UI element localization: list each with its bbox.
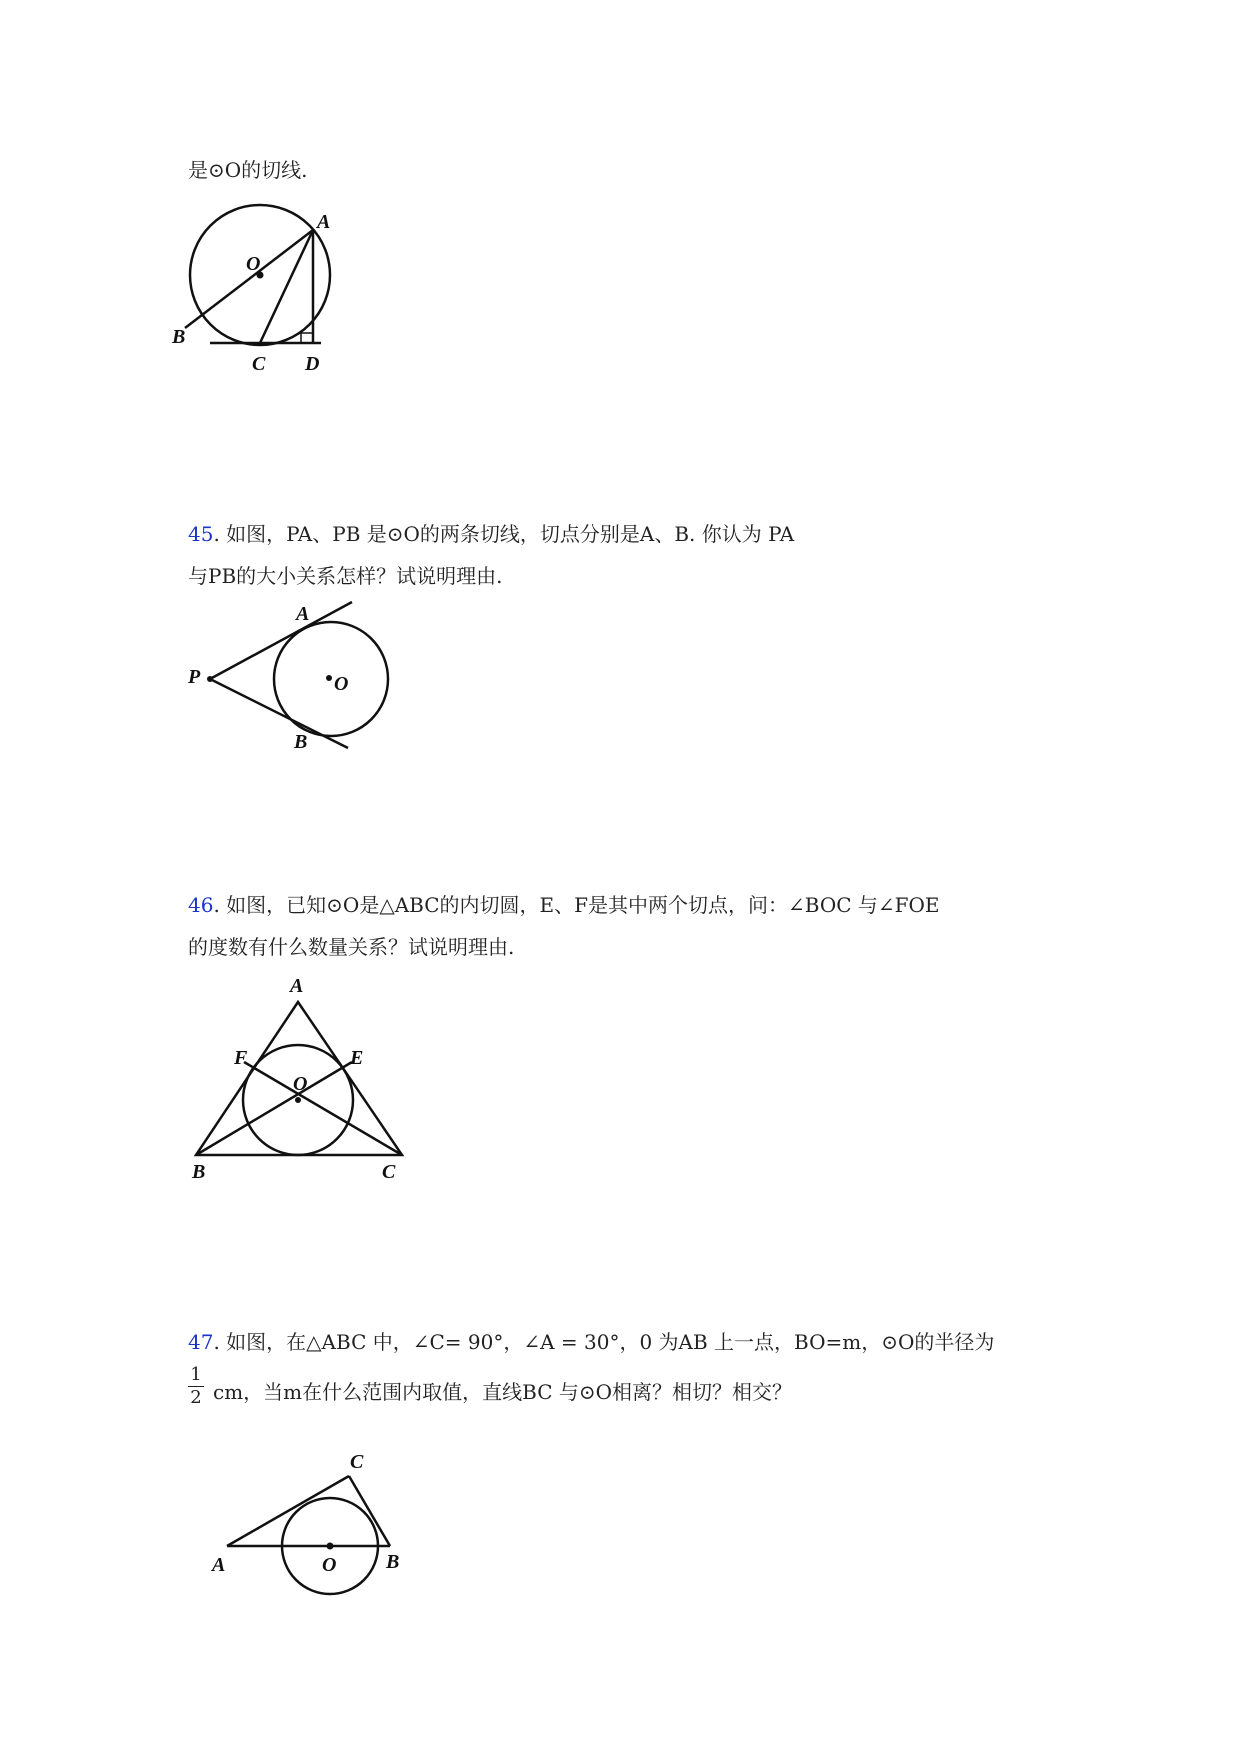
q45-line2: 与PB的大小关系怎样？试说明理由. (188, 564, 503, 588)
q46-line2: 的度数有什么数量关系？试说明理由. (188, 935, 515, 959)
label-p: P (188, 666, 201, 688)
label-f: F (234, 1047, 248, 1069)
label-a: A (296, 603, 310, 625)
figure-tangent-circle (172, 200, 360, 380)
figure-q45 (180, 598, 420, 768)
label-o: O (246, 253, 261, 275)
figure-q47 (200, 1440, 440, 1610)
fraction-numerator: 1 (190, 1364, 202, 1385)
label-c: C (252, 353, 266, 375)
q47-text-1: 如图，在△ABC 中，∠C= 90°，∠A = 30°，0 为AB 上一点，BO=m，⊙O的半径为 (226, 1330, 995, 1354)
q47-number: 47 (188, 1330, 214, 1354)
label-b: B (192, 1161, 206, 1183)
q47-line1 (188, 1330, 994, 1354)
label-a: A (212, 1554, 226, 1576)
q47-sep: . (213, 1330, 227, 1354)
label-b: B (294, 731, 308, 753)
fraction-denominator: 2 (190, 1387, 202, 1408)
q46-line1 (188, 893, 940, 917)
q47-line2: cm，当m在什么范围内取值，直线BC 与⊙O相离？相切？相交？ (213, 1380, 793, 1404)
q45-sep: . (213, 522, 227, 546)
q45-line1 (188, 522, 794, 546)
q46-number: 46 (188, 893, 214, 917)
figure-q46 (180, 970, 420, 1190)
label-b: B (386, 1551, 400, 1573)
label-o: O (334, 673, 349, 695)
q45-text-1: 如图，PA、PB 是⊙O的两条切线，切点分别是A、B. 你认为 PA (226, 522, 795, 546)
q46-text-1: 如图，已知⊙O是△ABC的内切圆，E、F是其中两个切点，问：∠BOC 与∠FOE (226, 893, 940, 917)
label-a: A (317, 211, 331, 233)
label-c: C (382, 1161, 396, 1183)
q47-fraction (186, 1365, 206, 1408)
label-a: A (290, 975, 304, 997)
label-e: E (350, 1047, 364, 1069)
label-o: O (293, 1073, 308, 1095)
label-d: D (305, 353, 320, 375)
label-c: C (350, 1451, 364, 1473)
label-b: B (172, 326, 186, 348)
label-o: O (322, 1554, 337, 1576)
q46-sep: . (213, 893, 227, 917)
continuation-text: 是⊙O的切线. (188, 158, 308, 182)
q45-number: 45 (188, 522, 214, 546)
